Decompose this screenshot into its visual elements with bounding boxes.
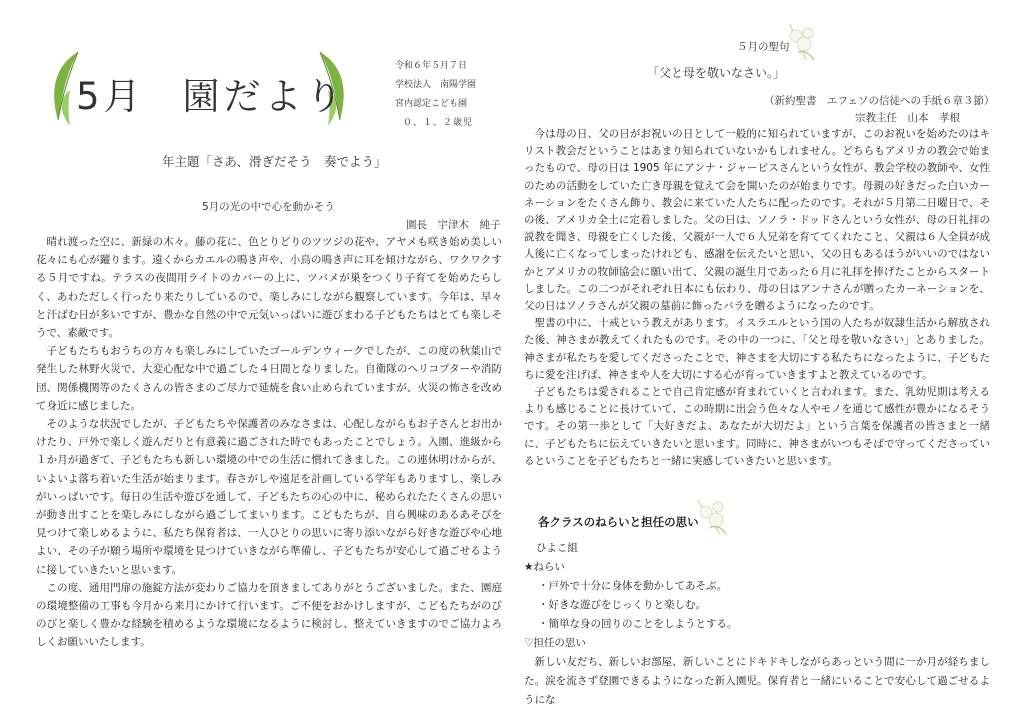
school-name: 宮内認定こども園 bbox=[395, 99, 468, 109]
page-title bbox=[76, 66, 347, 120]
teacher-text: 新しい友だち、新しいお部屋、新しいことにドキドキしながらあっという間に一か月が経ちました。涙を流さず登園できるようになった新入園児。保育者と一緒にいることで安心して過ごせるようにな bbox=[524, 656, 990, 706]
school-corp: 学校法人 南陽学園 bbox=[395, 80, 477, 90]
title-main: 園だより bbox=[182, 75, 347, 118]
essay-paragraph: この度、通用門扉の施錠方法が変わりご協力を頂きましてありがとうございました。また、園庭の環境整備の工事も今月から来月にかけて行います。ご不便をおかけしますが、こどもたちがのびのびと楽しく豊かな経験を積めるような環境になるように検討し、整えていきますのでご協力よろしくお願いいたします。 bbox=[36, 581, 502, 649]
essay-author: 園長 宇津木 純子 bbox=[406, 219, 501, 231]
essay-paragraph: 晴れ渡った空に、新緑の木々。藤の花に、色とりどりのツツジの花や、アヤメも咲き始め美しい花々にも心が躍ります。遠くからカエルの鳴き声や、小鳥の鳴き声に耳を傾けながら、ワクワクする５月ですね。テラスの夜間用ライトのカバーの上に、ツバメが巣をつくり子育てを始めたらしく、あわただしく行ったり来たりしているので、楽しみにしながら観察しています。今年は、早々と汗ばむ日が多いですが、豊かな自然の中で元気いっぱいに遊びまわる子どもたちはとても楽しそうで、素敵です。 bbox=[36, 236, 502, 340]
verse-heading: ５月の聖句 bbox=[737, 41, 790, 53]
verse-paragraph: 今は母の日、父の日がお祝いの日として一般的に知られていますが、このお祝いを始めたのはキリスト教会だということはあまり知られていないかもしれません。どちらもアメリカの教会で始まったもので、母の日は 1905 年にアンナ・ジャービスさんという女性が、教会学校の教師や、女性のための活動をしていた亡き母親を覚えて会を開いたのが始まりです。母親の好きだった白いカーネーションをたくさん飾り、教会に来ていた人たちに配ったのです。それが５月第二日曜日で、その後、アメリカ全土に定着しました。父の日は、ソノラ・ドッドさんという女性が、母の日礼拝の説教を聞き、母親を亡くした後、父親が一人で６人兄弟を育ててくれたこと、父親は６人全員が成人後に亡くなってしまったけれども、感謝を伝えたいと思い、父の日もあるほうがいいのではないかとアメリカの牧師協会に願い出て、父親の誕生月であった６月に礼拝を捧げたことからスタートしました。この二つがそれぞれ日本にも伝わり、母の日はアンナさんが贈ったカーネーションを、父の日はソノラさんが父親の墓前に飾ったバラを贈るようになったのです。 bbox=[524, 128, 990, 313]
lily-flower-icon bbox=[694, 496, 730, 536]
title-month: 5月 bbox=[76, 75, 145, 118]
essay-title: 5月の光の中で心を動かそう bbox=[202, 201, 335, 213]
header-info bbox=[395, 57, 476, 133]
verse-paragraph: 聖書の中に、十戒という教えがあります。イスラエルという国の人たちが奴隷生活から解放された後、神さまが教えてくれたものです。その中の一つに、「父と母を敬いなさい」とありました。神さまが私たちを愛してくださったことで、神さまを大切にする私たちになったように、子どもたちに愛を注げば、神さまや人を大切にする心が育っていきますよと教えているのです。 bbox=[524, 317, 990, 381]
essay-paragraph: そのような状況でしたが、子どもたちや保護者のみなさまは、心配しながらもお子さんとお出かけたり、戸外で楽しく遊んだりと有意義に過ごされた時でもあったことでしょう。入園、進級から１か月が過ぎて、子どもたちも新しい環境の中での生活に慣れてきました。この連休明けからが、いよいよ落ち着いた生活が始まります。春さがしや遠足を計画している学年もありますし、楽しみがいっぱいです。毎日の生活や遊びを通して、子どもたちの心の中に、秘められたたくさんの思いが動き出すことを楽しみにしながら過ごしてまいります。こどもたちが、自ら興味のあるあそびを見つけて楽しめるように、私たち保育者は、一人ひとりの思いに寄り添いながら好きな遊びや心地よい、その子が願う場所や環境を見つけていきながら準備し、子どもたちが安心して過ごせるように接していきたいと思います。 bbox=[36, 418, 502, 576]
lily-flower-icon bbox=[784, 22, 818, 62]
title-block bbox=[48, 50, 348, 130]
class-section-heading: 各クラスのねらいと担任の思い bbox=[538, 515, 699, 529]
verse-quote: 「父と母を敬いなさい。」 bbox=[647, 66, 786, 80]
year-theme: 年主題「さあ、滑ぎだそう 奏でよう」 bbox=[162, 154, 387, 169]
essay-paragraph: 子どもたちもおうちの方々も楽しみにしていたゴールデンウィークでしたが、この度の秋葉山で発生した林野火災で、大変心配な中で過ごした４日間となりました。自衛隊のヘリコプターや消防団、関係機関等のたくさんの皆さまのご尽力で延焼を食い止められていますが、火災の怖さを改めて身近に感じました。 bbox=[36, 345, 502, 412]
verse-author: 宗教主任 山本 孝根 bbox=[855, 112, 960, 124]
verse-reference: （新約聖書 エフェソの信徒への手紙６章３節） bbox=[764, 95, 995, 107]
essay-body bbox=[36, 233, 502, 652]
aim-item: ・戸外で十分に身体を動かしてあそぶ。 bbox=[538, 580, 728, 592]
aim-item: ・簡単な身の回りのことをしようとする。 bbox=[538, 618, 738, 630]
verse-body bbox=[524, 126, 990, 470]
class-group-name: ひよこ組 bbox=[536, 542, 578, 554]
issue-date: 令和６年５月７日 bbox=[395, 61, 468, 71]
grades: ０、１、２歳児 bbox=[403, 118, 474, 128]
verse-paragraph: 子どもたちは愛されることで自己肯定感が育まれていくと言われます。また、乳幼児期は考えるよりも感じることに長けていて、この時期に出会う色々な人やモノを通じて感性が豊かになるそうです。その第一歩として「大好きだよ、あなたが大切だよ」という言葉を保護者の皆さまと一緒に、子どもたちに伝えていきたいと思います。同時に、神さまがいつもそばで守ってくださっているということを子どもたちと一緒に実感していきたいと思います。 bbox=[524, 386, 990, 467]
aim-item: ・好きな遊びをじっくりと楽しむ。 bbox=[538, 599, 706, 611]
class-section-body bbox=[524, 539, 990, 710]
aims-label: ★ねらい bbox=[524, 561, 565, 573]
teacher-label: ♡担任の思い bbox=[524, 637, 586, 649]
